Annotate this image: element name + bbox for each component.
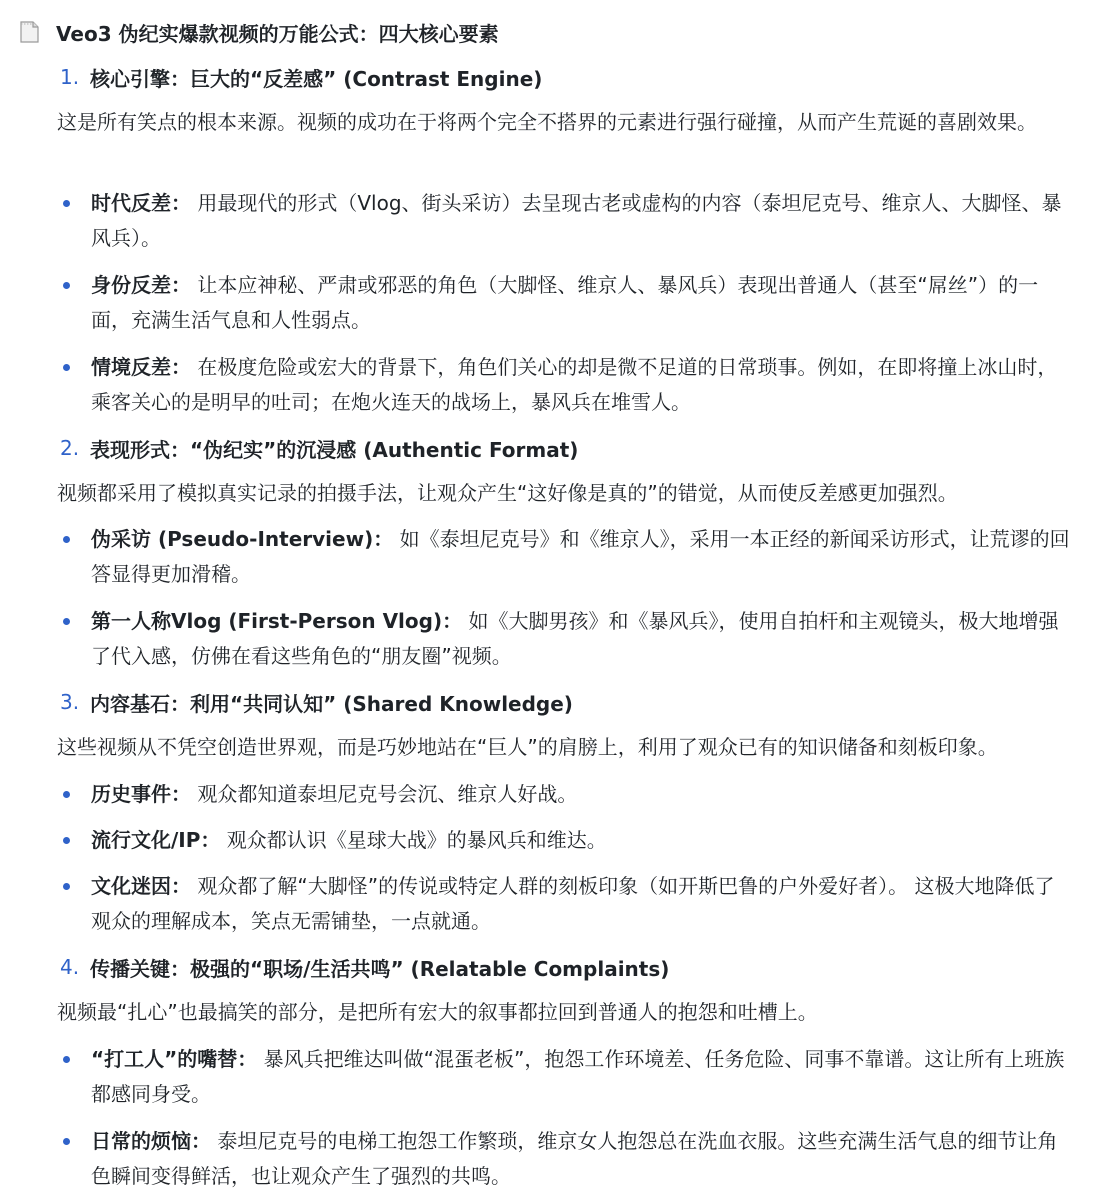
section-number: 3. xyxy=(60,690,80,714)
section-number: 2. xyxy=(60,436,80,460)
bullet-label: “打工人”的嘴替： xyxy=(91,1047,258,1071)
list-item xyxy=(60,522,1070,592)
list-item xyxy=(60,1124,1070,1194)
bullet-label: 文化迷因： xyxy=(91,874,191,898)
list-item xyxy=(60,350,1070,420)
list-item xyxy=(60,869,1070,939)
section-intro: 这些视频从不凭空创造世界观，而是巧妙地站在“巨人”的肩膀上，利用了观众已有的知识储备和刻板印象。 xyxy=(57,735,998,759)
section-title: 表现形式：“伪纪实”的沉浸感 (Authentic Format) xyxy=(90,437,579,462)
bullet-text: 用最现代的形式（Vlog、街头采访）去呈现古老或虚构的内容（泰坦尼克号、维京人、大脚怪、暴风兵）。 xyxy=(91,191,1062,250)
section-intro: 视频最“扎心”也最搞笑的部分，是把所有宏大的叙事都拉回到普通人的抱怨和吐槽上。 xyxy=(57,1000,818,1024)
bullet-text: 观众都知道泰坦尼克号会沉、维京人好战。 xyxy=(197,782,578,806)
section-title: 核心引擎：巨大的“反差感” (Contrast Engine) xyxy=(90,66,543,91)
bullet-label: 第一人称Vlog (First-Person Vlog)： xyxy=(91,609,463,633)
bullet-text: 让本应神秘、严肃或邪恶的角色（大脚怪、维京人、暴风兵）表现出普通人（甚至“屌丝”）的一面，充满生活气息和人性弱点。 xyxy=(91,273,1039,332)
title-row xyxy=(18,14,499,50)
section-intro: 视频都采用了模拟真实记录的拍摄手法，让观众产生“这好像是真的”的错觉，从而使反差感更加强烈。 xyxy=(57,481,958,505)
section-heading xyxy=(60,950,669,984)
section-number: 1. xyxy=(60,65,80,89)
list-item xyxy=(60,604,1070,674)
section-heading xyxy=(60,685,573,719)
bullet-text: 泰坦尼克号的电梯工抱怨工作繁琐，维京女人抱怨总在洗血衣服。这些充满生活气息的细节让角色瞬间变得鲜活，也让观众产生了强烈的共鸣。 xyxy=(91,1129,1058,1188)
bullet-label: 流行文化/IP： xyxy=(91,828,221,852)
section-title: 传播关键：极强的“职场/生活共鸣” (Relatable Complaints) xyxy=(90,956,670,981)
bullet-text: 如《大脚男孩》和《暴风兵》，使用自拍杆和主观镜头，极大地增强了代入感，仿佛在看这些角色的“朋友圈”视频。 xyxy=(91,609,1059,668)
bullet-text: 观众都了解“大脚怪”的传说或特定人群的刻板印象（如开斯巴鲁的户外爱好者）。 这极大地降低了观众的理解成本，笑点无需铺垫，一点就通。 xyxy=(91,874,1055,933)
bullet-label: 伪采访 (Pseudo-Interview)： xyxy=(91,527,394,551)
bullet-text: 观众都认识《星球大战》的暴风兵和维达。 xyxy=(226,828,607,852)
list-item xyxy=(60,268,1070,338)
section-heading xyxy=(60,60,542,94)
section-title: 内容基石：利用“共同认知” (Shared Knowledge) xyxy=(90,691,573,716)
section-intro: 这是所有笑点的根本来源。视频的成功在于将两个完全不搭界的元素进行强行碰撞，从而产生荒诞的喜剧效果。 xyxy=(57,110,1037,134)
list-item xyxy=(60,777,1070,812)
bullet-text: 如《泰坦尼克号》和《维京人》，采用一本正经的新闻采访形式，让荒谬的回答显得更加滑稽。 xyxy=(91,527,1070,586)
list-item xyxy=(60,186,1070,256)
list-item xyxy=(60,823,1070,858)
bullet-label: 身份反差： xyxy=(91,273,191,297)
page-title: Veo3 伪纪实爆款视频的万能公式：四大核心要素 xyxy=(56,21,499,46)
bullet-label: 情境反差： xyxy=(91,355,191,379)
bullet-label: 时代反差： xyxy=(91,191,191,215)
list-item xyxy=(60,1042,1070,1112)
bullet-text: 在极度危险或宏大的背景下，角色们关心的却是微不足道的日常琐事。例如，在即将撞上冰山时，乘客关心的是明早的吐司；在炮火连天的战场上，暴风兵在堆雪人。 xyxy=(91,355,1058,414)
note-icon xyxy=(18,20,40,44)
bullet-label: 日常的烦恼： xyxy=(91,1129,211,1153)
section-number: 4. xyxy=(60,955,80,979)
bullet-label: 历史事件： xyxy=(91,782,191,806)
bullet-text: 暴风兵把维达叫做“混蛋老板”，抱怨工作环境差、任务危险、同事不靠谱。这让所有上班族都感同身受。 xyxy=(91,1047,1065,1106)
section-heading xyxy=(60,431,578,465)
